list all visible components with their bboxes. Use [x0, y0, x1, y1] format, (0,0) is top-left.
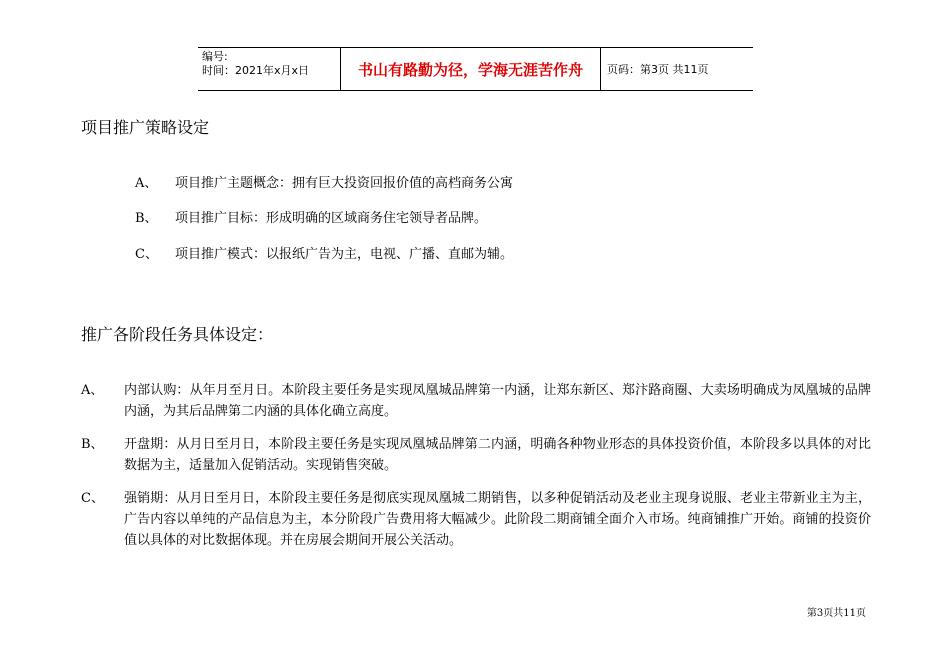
- header-meta: [198, 48, 340, 90]
- item-marker: B、: [135, 211, 158, 226]
- item-text: 强销期：从月日至月日，本阶段主要任务是彻底实现凤凰城二期销售，以多种促销活动及老业主现身说服、老业主带新业主为主，广告内容以单纯的产品信息为主，本分阶段广告费用将大幅减少。此阶段二期商铺全面介入市场。纯商铺推广开始。商铺的投资价值以具体的对比数据体现。并在房展会期间开展公关活动。: [124, 491, 871, 548]
- section2-item-a: [81, 380, 871, 422]
- section1-item-c: [135, 245, 513, 265]
- item-marker: C、: [81, 491, 104, 506]
- item-text: 开盘期：从月日至月日，本阶段主要任务是实现凤凰城品牌第二内涵，明确各种物业形态的具体投资价值，本阶段多以具体的对比数据为主，适量加入促销活动。实现销售突破。: [124, 437, 871, 473]
- section1-item-b: [135, 209, 487, 229]
- item-text: 内部认购：从年月至月日。本阶段主要任务是实现凤凰城品牌第一内涵，让郑东新区、郑汴路商圈、大卖场明确成为凤凰城的品牌内涵，为其后品牌第二内涵的具体化确立高度。: [124, 383, 871, 419]
- item-text: 项目推广模式：以报纸广告为主，电视、广播、直邮为辅。: [175, 247, 514, 262]
- item-marker: B、: [81, 437, 104, 452]
- item-marker: A、: [135, 176, 158, 191]
- item-text: 项目推广主题概念：拥有巨大投资回报价值的高档商务公寓: [175, 176, 514, 191]
- section1-title: 项目推广策略设定: [81, 118, 210, 137]
- section2-title: 推广各阶段任务具体设定：: [81, 325, 274, 344]
- header-motto: 书山有路勤为径，学海无涯苦作舟: [340, 48, 601, 90]
- page-footer: 第3页共11页: [806, 608, 866, 619]
- header-page-code: 页码：第3页 共11页: [607, 63, 709, 76]
- number-label: 编号:: [202, 50, 228, 63]
- item-marker: C、: [135, 247, 158, 262]
- page-header: [198, 47, 753, 91]
- section1-item-a: [135, 174, 513, 194]
- item-text: 项目推广目标：形成明确的区域商务住宅领导者品牌。: [175, 211, 488, 226]
- item-marker: A、: [81, 383, 104, 398]
- time-label: 时间：2021年x月x日: [202, 64, 310, 77]
- section2-item-b: [81, 434, 871, 476]
- section2-item-c: [81, 488, 871, 551]
